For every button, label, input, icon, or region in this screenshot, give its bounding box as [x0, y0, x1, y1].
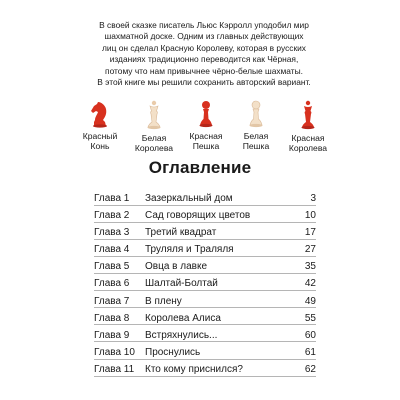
toc-row: [94, 190, 316, 207]
toc-row: [94, 293, 316, 310]
toc-page-number: 10: [304, 210, 316, 222]
toc-row: [94, 241, 316, 258]
toc-chapter-label: Глава 1: [94, 193, 130, 204]
intro-line: В своей сказке писатель Льюс Кэрролл уподобил мир: [99, 20, 309, 30]
toc-page-number: 42: [304, 278, 316, 290]
toc-chapter-title: В плену: [145, 295, 182, 307]
legend-item-red-queen: [280, 100, 336, 153]
white-queen-icon: [144, 100, 164, 130]
red-knight-icon: [88, 100, 112, 128]
legend-item-white-pawn: [228, 100, 284, 151]
toc-chapter-label: Глава 6: [94, 278, 130, 290]
toc-row: [94, 275, 316, 292]
toc-chapter-label: Глава 3: [94, 227, 130, 239]
toc-page-number: 3: [310, 193, 316, 204]
toc-page-number: 62: [304, 363, 316, 375]
toc-chapter-label: Глава 2: [94, 210, 130, 222]
toc-row: [94, 224, 316, 241]
toc-row: [94, 310, 316, 327]
toc-row: [94, 327, 316, 344]
legend-label: Белая Пешка: [242, 131, 270, 152]
white-pawn-icon: [246, 100, 266, 128]
toc-page-number: 27: [304, 244, 316, 256]
toc-chapter-label: Глава 9: [94, 329, 130, 341]
toc-chapter-label: Глава 4: [94, 244, 130, 256]
toc-chapter-label: Глава 5: [94, 261, 130, 273]
intro-paragraph: [84, 20, 324, 88]
toc-chapter-title: Труляля и Траляля: [145, 244, 234, 256]
table-of-contents: [94, 190, 316, 378]
toc-page-number: 49: [304, 295, 316, 307]
toc-row: [94, 258, 316, 275]
toc-chapter-label: Глава 11: [94, 363, 135, 375]
toc-chapter-title: Сад говорящих цветов: [145, 210, 251, 222]
toc-page-number: 55: [304, 312, 316, 324]
toc-row: [94, 361, 316, 378]
legend-label: Красная Королева: [288, 133, 328, 154]
toc-row: [94, 344, 316, 361]
legend-label: Белая Королева: [134, 133, 174, 154]
intro-line: В этой книге мы решили сохранить авторский вариант.: [97, 77, 311, 88]
red-queen-icon: [298, 100, 318, 130]
legend-item-red-pawn: [178, 100, 234, 151]
intro-line: изданиях традиционно переводится как Чёрная,: [109, 54, 299, 65]
legend-label: Красный Конь: [82, 131, 118, 152]
red-pawn-icon: [196, 100, 216, 128]
toc-page-number: 17: [304, 227, 316, 239]
toc-page-number: 60: [304, 329, 316, 341]
legend-label: Красная Пешка: [189, 131, 223, 152]
toc-chapter-title: Третий квадрат: [145, 227, 217, 239]
toc-chapter-title: Встряхнулись...: [145, 329, 218, 341]
legend-item-red-knight: [72, 100, 128, 151]
chess-pieces-legend: [76, 100, 328, 160]
intro-line: потому что нам привычнее чёрно-белые шахматы.: [105, 65, 303, 76]
intro-line: лиц он сделал Красную Королеву, которая в русских: [102, 42, 306, 53]
toc-row: [94, 207, 316, 224]
toc-chapter-title: Зазеркальный дом: [145, 193, 233, 204]
toc-title: Оглавление: [148, 158, 252, 177]
toc-chapter-label: Глава 10: [94, 346, 135, 358]
toc-chapter-title: Кто кому приснился?: [145, 363, 243, 375]
toc-page-number: 61: [304, 346, 316, 358]
toc-chapter-title: Шалтай-Болтай: [145, 278, 218, 290]
toc-chapter-label: Глава 8: [94, 312, 130, 324]
intro-line: шахматной доске. Одним из главных действующих: [104, 31, 304, 42]
toc-chapter-title: Проснулись: [145, 346, 201, 358]
toc-page-number: 35: [304, 261, 316, 273]
toc-chapter-title: Овца в лавке: [145, 261, 208, 273]
toc-chapter-title: Королева Алиса: [145, 312, 221, 324]
legend-item-white-queen: [126, 100, 182, 153]
toc-chapter-label: Глава 7: [94, 295, 130, 307]
